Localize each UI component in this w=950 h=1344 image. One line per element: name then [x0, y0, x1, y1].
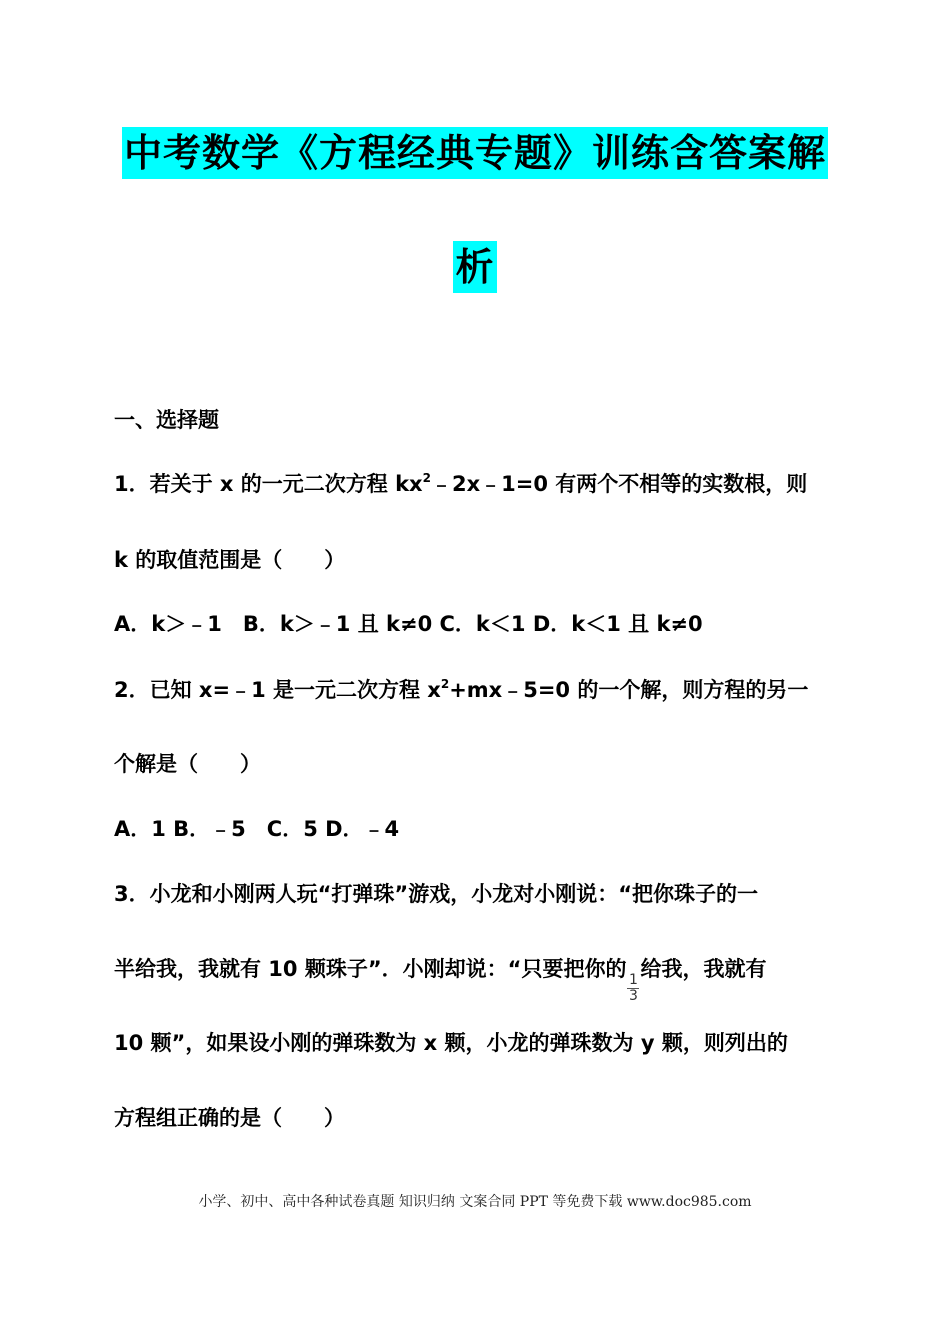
q2-exponent: 2 [440, 677, 450, 691]
fraction-numerator: 1 [628, 972, 638, 988]
q1-stem-line-2: k 的取值范围是（ ） [114, 548, 346, 572]
q2-stem-line-2: 个解是（ ） [114, 752, 261, 776]
q2-stem-part-2: +mx﹣5=0 的一个解，则方程的另一 [449, 678, 809, 702]
fraction-denominator: 3 [628, 988, 638, 1004]
q2-options: A．1 B．﹣5 C．5 D．﹣4 [114, 817, 400, 841]
title-line-2 [0, 241, 950, 293]
fraction-one-third [627, 973, 639, 1004]
q3-stem-line-4: 方程组正确的是（ ） [114, 1106, 345, 1130]
q1-stem-part-1: 1．若关于 x 的一元二次方程 kx [114, 472, 423, 496]
q2-stem-part-1: 2．已知 x=﹣1 是一元二次方程 x [114, 678, 441, 702]
q3-stem-line-2 [114, 953, 840, 1004]
q1-stem-line-1 [114, 468, 840, 498]
footer-note: 小学、初中、高中各种试卷真题 知识归纳 文案合同 PPT 等免费下载 www.doc985.com [198, 1194, 752, 1210]
q3-stem-part-a: 半给我，我就有 10 颗珠子”．小刚却说：“只要把你的 [114, 957, 627, 981]
q3-stem-line-1: 3．小龙和小刚两人玩“打弹珠”游戏，小龙对小刚说：“把你珠子的一 [114, 882, 759, 906]
title-line-1 [0, 127, 950, 179]
q1-stem-part-2: ﹣2x﹣1=0 有两个不相等的实数根，则 [430, 472, 808, 496]
section-heading: 一、选择题 [114, 408, 219, 432]
page-title-continued: 析 [453, 241, 496, 293]
page-title: 中考数学《方程经典专题》训练含答案解 [122, 127, 828, 179]
q3-stem-line-3: 10 颗”，如果设小刚的弹珠数为 x 颗，小龙的弹珠数为 y 颗，则列出的 [114, 1031, 788, 1055]
q1-exponent: 2 [422, 471, 431, 485]
q1-options: A．k＞﹣1 B．k＞﹣1 且 k≠0 C．k＜1 D．k＜1 且 k≠0 [114, 612, 703, 636]
q3-stem-part-b: 给我，我就有 [640, 957, 767, 981]
q2-stem-line-1 [114, 674, 840, 704]
